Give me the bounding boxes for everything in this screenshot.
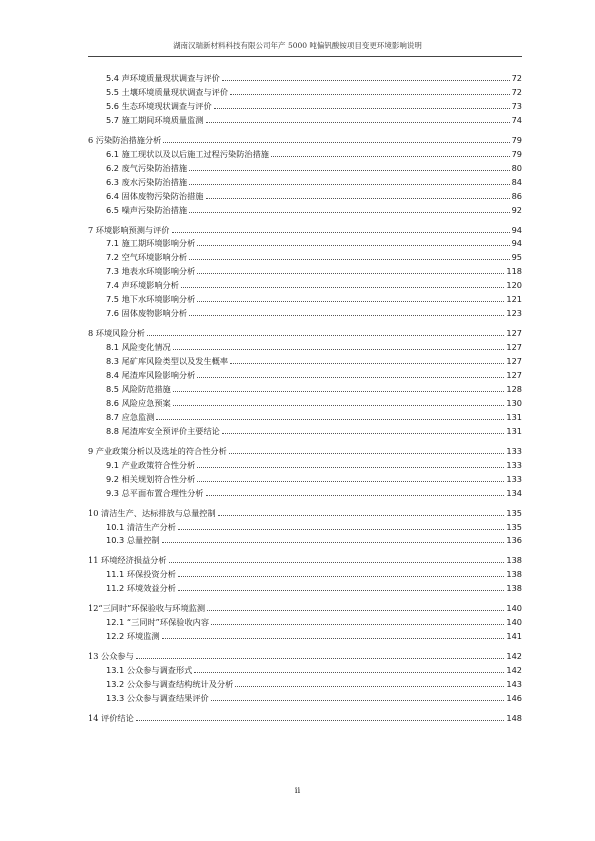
dot-leader bbox=[189, 258, 509, 260]
toc-entry-label: 6.1 施工现状以及以后施工过程污染防治措施 bbox=[106, 148, 269, 159]
toc-entry-label: 13.2 公众参与调查结构统计及分析 bbox=[106, 679, 234, 689]
toc-section-entry[interactable] bbox=[88, 552, 522, 565]
dot-leader bbox=[230, 93, 510, 95]
toc-entry-page: 140 bbox=[506, 617, 522, 628]
dot-leader bbox=[214, 107, 510, 109]
toc-section-entry[interactable] bbox=[88, 600, 522, 613]
toc-entry-page: 130 bbox=[506, 397, 522, 408]
toc-entry-label: 5.6 生态环境现状调查与评价 bbox=[106, 100, 212, 111]
toc-entry-label: 9.1 产业政策符合性分析 bbox=[106, 459, 196, 470]
dot-leader bbox=[207, 609, 504, 611]
dot-leader bbox=[147, 334, 504, 336]
toc-entry-page: 86 bbox=[511, 190, 522, 201]
toc-entry-page: 72 bbox=[511, 73, 522, 83]
dot-leader bbox=[173, 348, 505, 350]
toc-subsection-entry[interactable] bbox=[88, 353, 522, 366]
toc-entry-page: 74 bbox=[511, 114, 522, 125]
toc-entry-page: 94 bbox=[511, 224, 522, 235]
toc-entry-page: 128 bbox=[506, 383, 522, 394]
toc-entry-label: 11.1 环保投资分析 bbox=[106, 569, 176, 580]
toc-entry-page: 118 bbox=[506, 266, 522, 277]
toc-entry-page: 127 bbox=[506, 328, 522, 339]
toc-subsection-entry[interactable] bbox=[88, 112, 522, 125]
toc-entry-page: 134 bbox=[506, 487, 522, 498]
toc-entry-page: 79 bbox=[511, 148, 522, 159]
header-rule bbox=[88, 56, 522, 57]
toc-entry-label: 13.1 公众参与调查形式 bbox=[106, 665, 193, 676]
toc-entry-label: 7 环境影响预测与评价 bbox=[88, 224, 170, 235]
dot-leader bbox=[197, 466, 504, 468]
toc-entry-label: 6.5 噪声污染防治措施 bbox=[106, 204, 188, 215]
toc-entry-label: 5.4 声环境质量现状调查与评价 bbox=[106, 73, 220, 83]
toc-entry-label: 5.5 土壤环境质量现状调查与评价 bbox=[106, 86, 229, 97]
toc-entry-label: 6.3 废水污染防治措施 bbox=[106, 176, 188, 187]
toc-entry-label: 12.2 环境监测 bbox=[106, 631, 160, 642]
toc-subsection-entry[interactable] bbox=[88, 532, 522, 545]
toc-subsection-entry[interactable] bbox=[88, 160, 522, 173]
toc-entry-page: 79 bbox=[511, 134, 522, 145]
toc-entry-label: 7.4 声环境影响分析 bbox=[106, 280, 179, 291]
toc-entry-label: 7.6 固体废物影响分析 bbox=[106, 308, 188, 319]
toc-entry-label: 8.1 风险变化情况 bbox=[106, 342, 171, 353]
dot-leader bbox=[156, 418, 504, 420]
page-number: ii bbox=[294, 786, 301, 796]
toc-subsection-entry[interactable] bbox=[88, 614, 522, 627]
toc-entry-label: 6.4 固体废物污染防治措施 bbox=[106, 190, 204, 201]
dot-leader bbox=[181, 286, 504, 288]
toc-entry-label: 12.1 “三同时”环保验收内容 bbox=[106, 617, 210, 628]
toc-entry-page: 73 bbox=[511, 100, 522, 111]
toc-entry-label: 7.3 地表水环境影响分析 bbox=[106, 266, 196, 277]
toc-entry-label: 8.6 风险应急预案 bbox=[106, 397, 171, 408]
toc-entry-page: 95 bbox=[511, 252, 522, 263]
toc-entry-page: 121 bbox=[506, 294, 522, 305]
toc-section-entry[interactable] bbox=[88, 325, 522, 338]
toc-entry-page: 142 bbox=[506, 651, 522, 662]
dot-leader bbox=[206, 121, 510, 123]
toc-entry-label: 11.2 环境效益分析 bbox=[106, 583, 176, 594]
toc-subsection-entry[interactable] bbox=[88, 305, 522, 318]
toc-entry-page: 72 bbox=[511, 86, 522, 97]
toc-entry-page: 138 bbox=[506, 555, 522, 566]
toc-subsection-entry[interactable] bbox=[88, 457, 522, 470]
toc-subsection-entry[interactable] bbox=[88, 188, 522, 201]
toc-entry-label: 11 环境经济损益分析 bbox=[88, 555, 167, 566]
dot-leader bbox=[197, 300, 504, 302]
toc-subsection-entry[interactable] bbox=[88, 277, 522, 290]
dot-leader bbox=[197, 272, 504, 274]
toc-entry-label: 6 污染防治措施分析 bbox=[88, 134, 162, 145]
toc-subsection-entry[interactable] bbox=[88, 409, 522, 422]
toc-entry-label: 7.5 地下水环境影响分析 bbox=[106, 294, 196, 305]
dot-leader bbox=[197, 376, 504, 378]
toc-subsection-entry[interactable] bbox=[88, 202, 522, 215]
dot-leader bbox=[178, 589, 504, 591]
toc-entry-label: 7.2 空气环境影响分析 bbox=[106, 252, 188, 263]
toc-entry-label: 8 环境风险分析 bbox=[88, 328, 145, 339]
toc-entry-label: 9 产业政策分析以及选址的符合性分析 bbox=[88, 445, 227, 456]
toc-entry-label: 8.8 尾渣库安全预评价主要结论 bbox=[106, 425, 220, 436]
toc-subsection-entry[interactable] bbox=[88, 485, 522, 498]
dot-leader bbox=[178, 528, 504, 530]
toc-subsection-entry[interactable] bbox=[88, 381, 522, 394]
dot-leader bbox=[271, 155, 510, 157]
dot-leader bbox=[194, 671, 504, 673]
dot-leader bbox=[178, 575, 504, 577]
toc-subsection-entry[interactable] bbox=[88, 174, 522, 187]
toc-entry-label: 13 公众参与 bbox=[88, 651, 134, 662]
toc-subsection-entry[interactable] bbox=[88, 367, 522, 380]
dot-leader bbox=[173, 404, 505, 406]
toc-entry-page: 141 bbox=[506, 631, 522, 642]
dot-leader bbox=[136, 719, 505, 721]
dot-leader bbox=[197, 244, 509, 246]
toc-entry-page: 92 bbox=[511, 204, 522, 215]
toc-entry-page: 127 bbox=[506, 342, 522, 353]
toc-subsection-entry[interactable] bbox=[88, 580, 522, 593]
toc-entry-page: 133 bbox=[506, 459, 522, 470]
toc-entry-label: 8.3 尾矿库风险类型以及发生概率 bbox=[106, 356, 229, 367]
toc-subsection-entry[interactable] bbox=[88, 235, 522, 248]
toc-entry-page: 135 bbox=[506, 507, 522, 518]
toc-section-entry[interactable] bbox=[88, 443, 522, 456]
toc-entry-label: 8.4 尾渣库风险影响分析 bbox=[106, 370, 196, 380]
toc-section-entry[interactable] bbox=[88, 710, 522, 723]
toc-entry-label: 10 清洁生产、达标排放与总量控制 bbox=[88, 507, 216, 518]
toc-entry-page: 148 bbox=[506, 712, 522, 723]
toc-entry-label: 6.2 废气污染防治措施 bbox=[106, 162, 188, 173]
dot-leader bbox=[172, 231, 510, 233]
toc-entry-page: 80 bbox=[511, 162, 522, 173]
dot-leader bbox=[169, 561, 505, 563]
toc-subsection-entry[interactable] bbox=[88, 566, 522, 579]
toc-section-entry[interactable] bbox=[88, 648, 522, 661]
dot-leader bbox=[218, 514, 505, 516]
toc-subsection-entry[interactable] bbox=[88, 676, 522, 689]
toc-entry-page: 127 bbox=[506, 370, 522, 380]
toc-entry-page: 136 bbox=[506, 535, 522, 546]
toc-subsection-entry[interactable] bbox=[88, 339, 522, 352]
toc-entry-label: 8.7 应急监测 bbox=[106, 411, 155, 422]
toc-entry-label: 8.5 风险防范措施 bbox=[106, 383, 171, 394]
dot-leader bbox=[211, 699, 505, 701]
toc-entry-page: 143 bbox=[506, 679, 522, 689]
toc-entry-page: 131 bbox=[506, 411, 522, 422]
toc-entry-page: 138 bbox=[506, 583, 522, 594]
toc-subsection-entry[interactable] bbox=[88, 690, 522, 703]
toc-entry-page: 84 bbox=[511, 176, 522, 187]
toc-entry-label: 10.3 总量控制 bbox=[106, 535, 160, 546]
toc-entry-page: 133 bbox=[506, 445, 522, 456]
toc-entry-label: 12“三同时”环保验收与环境监测 bbox=[88, 603, 206, 614]
toc-subsection-entry[interactable] bbox=[88, 291, 522, 304]
dot-leader bbox=[206, 494, 505, 496]
toc-entry-page: 123 bbox=[506, 308, 522, 319]
dot-leader bbox=[189, 314, 504, 316]
toc-entry-label: 9.3 总平面布置合理性分析 bbox=[106, 487, 204, 498]
running-header: 湖南汉瑞新材料科技有限公司年产 5000 吨偏钒酸铵项目变更环境影响说明 bbox=[173, 41, 422, 50]
toc-entry-page: 138 bbox=[506, 569, 522, 580]
toc-entry-page: 120 bbox=[506, 280, 522, 291]
toc-entry-page: 127 bbox=[506, 356, 522, 367]
dot-leader bbox=[189, 211, 509, 213]
toc-entry-page: 133 bbox=[506, 473, 522, 484]
toc-section-entry[interactable] bbox=[88, 222, 522, 235]
dot-leader bbox=[162, 637, 505, 639]
dot-leader bbox=[222, 79, 510, 81]
toc-subsection-entry[interactable] bbox=[88, 70, 522, 83]
toc-subsection-entry[interactable] bbox=[88, 84, 522, 97]
toc-entry-label: 14 评价结论 bbox=[88, 712, 134, 723]
toc-subsection-entry[interactable] bbox=[88, 395, 522, 408]
toc-subsection-entry[interactable] bbox=[88, 471, 522, 484]
dot-leader bbox=[206, 197, 510, 199]
dot-leader bbox=[189, 169, 509, 171]
dot-leader bbox=[162, 541, 505, 543]
toc-subsection-entry[interactable] bbox=[88, 519, 522, 532]
toc-subsection-entry[interactable] bbox=[88, 263, 522, 276]
dot-leader bbox=[197, 480, 504, 482]
dot-leader bbox=[173, 390, 505, 392]
dot-leader bbox=[229, 452, 505, 454]
toc-subsection-entry[interactable] bbox=[88, 146, 522, 159]
toc-entry-label: 7.1 施工期环境影响分析 bbox=[106, 238, 196, 249]
dot-leader bbox=[235, 685, 504, 687]
toc-entry-page: 135 bbox=[506, 521, 522, 532]
toc-entry-label: 5.7 施工期间环境质量监测 bbox=[106, 114, 204, 125]
toc-subsection-entry[interactable] bbox=[88, 249, 522, 262]
toc-entry-label: 9.2 相关规划符合性分析 bbox=[106, 473, 196, 484]
toc-entry-label: 10.1 清洁生产分析 bbox=[106, 521, 176, 532]
dot-leader bbox=[163, 141, 509, 143]
toc-entry-page: 140 bbox=[506, 603, 522, 614]
toc-entry-page: 146 bbox=[506, 692, 522, 703]
dot-leader bbox=[230, 362, 504, 364]
toc-entry-page: 94 bbox=[511, 238, 522, 249]
dot-leader bbox=[222, 432, 504, 434]
toc-subsection-entry[interactable] bbox=[88, 423, 522, 436]
toc-subsection-entry[interactable] bbox=[88, 628, 522, 641]
toc-entry-page: 131 bbox=[506, 425, 522, 436]
toc-section-entry[interactable] bbox=[88, 132, 522, 145]
dot-leader bbox=[211, 623, 504, 625]
toc-section-entry[interactable] bbox=[88, 505, 522, 518]
toc-subsection-entry[interactable] bbox=[88, 98, 522, 111]
dot-leader bbox=[136, 657, 505, 659]
dot-leader bbox=[189, 183, 509, 185]
toc-entry-page: 142 bbox=[506, 665, 522, 676]
toc-subsection-entry[interactable] bbox=[88, 662, 522, 675]
toc-entry-label: 13.3 公众参与调查结果评价 bbox=[106, 692, 209, 703]
